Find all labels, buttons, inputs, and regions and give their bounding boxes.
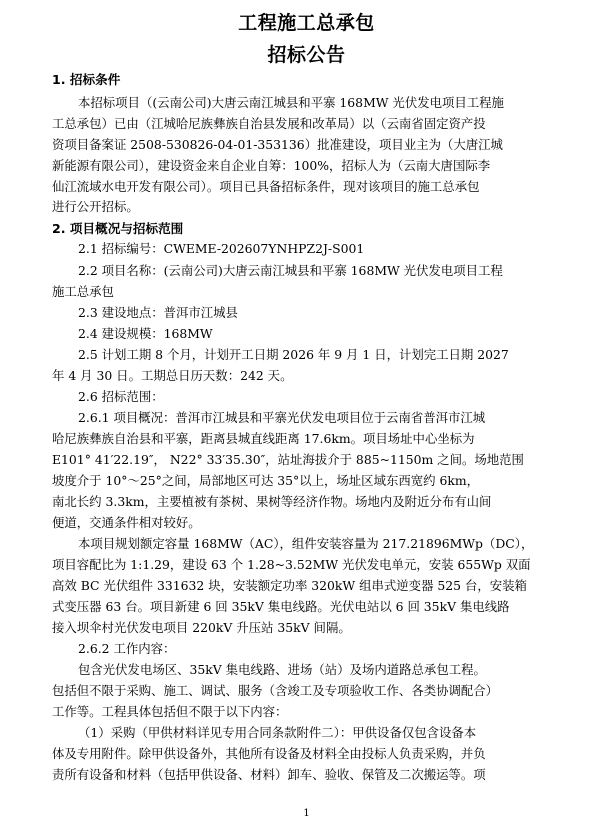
text-line: 2.2 项目名称：(云南公司)大唐云南江城县和平寨 168MW 光伏发电项目工程 — [78, 263, 503, 278]
text-line: 项目容配比为 1:1.29，建设 63 个 1.28~3.52MW 光伏发电单元，安装 655Wp 双面 — [52, 557, 531, 572]
text-line: 体及专用附件。除甲供设备外，其他所有设备及材料全由投标人负责采购，并负 — [52, 746, 486, 761]
text-line: 进行公开招标。 — [52, 199, 139, 214]
text-line: 年 4 月 30 日。工期总日历天数：242 天。 — [52, 368, 293, 383]
text-line: 工作等。工程具体包括但不限于以下内容： — [52, 704, 288, 719]
text-line: 包含光伏发电场区、35kV 集电线路、进场（站）及场内道路总承包工程。 — [78, 662, 486, 677]
text-line: 哈尼族彝族自治县和平寨，距离县城直线距离 17.6km。项目场址中心坐标为 — [52, 431, 475, 446]
text-line: 2.6.1 项目概况：普洱市江城县和平寨光伏发电项目位于云南省普洱市江城 — [78, 410, 486, 425]
text-line: 坡度介于 10°～25°之间，局部地区可达 35°以上，场址区域东西宽约 6km， — [52, 473, 479, 488]
text-line: 包括但不限于采购、施工、调试、服务（含竣工及专项验收工作、各类协调配合） — [52, 683, 499, 698]
text-line: 2.3 建设地点：普洱市江城县 — [78, 305, 238, 320]
document-title: 工程施工总承包 — [238, 12, 375, 34]
page-number: 1 — [303, 808, 310, 819]
text-line: 仙江流域水电开发有限公司）。项目已具备招标条件，现对该项目的施工总承包 — [52, 179, 480, 194]
text-line: 本招标项目（(云南公司)大唐云南江城县和平寨 168MW 光伏发电项目工程施 — [78, 95, 504, 110]
text-line: 本项目规划额定容量 168MW（AC），组件安装容量为 217.21896MWp（DC）， — [78, 536, 534, 551]
text-line: 2.5 计划工期 8 个月，计划开工日期 2026 年 9 月 1 日，计划完工日期 2027 — [78, 347, 509, 362]
text-line: 2.4 建设规模：168MW — [78, 326, 213, 341]
text-line: 责所有设备和材料（包括甲供设备、材料）卸车、验收、保管及二次搬运等。项 — [52, 767, 486, 782]
document-subtitle: 招标公告 — [267, 44, 346, 66]
text-line: 接入坝伞村光伏发电项目 220kV 升压站 35kV 间隔。 — [52, 620, 351, 635]
section-heading: 2. 项目概况与招标范围 — [52, 221, 184, 236]
text-line: 工总承包）已由（江城哈尼族彝族自治县发展和改革局）以（云南省固定资产投 — [52, 116, 486, 131]
text-line: （1）采购（甲供材料详见专用合同条款附件二）：甲供设备仅包含设备本 — [78, 725, 477, 740]
text-line: 式变压器 63 台。项目新建 6 回 35kV 集电线路。光伏电站以 6 回 35kV 集电线路 — [52, 599, 510, 614]
text-line: 便道，交通条件相对较好。 — [52, 515, 201, 530]
text-line: 新能源有限公司），建设资金来自企业自筹：100%，招标人为（云南大唐国际李 — [52, 158, 491, 173]
text-line: 2.6.2 工作内容： — [78, 641, 176, 656]
text-line: 2.1 招标编号：CWEME-202607YNHPZ2J-S001 — [78, 241, 365, 256]
text-line: 高效 BC 光伏组件 331632 块，安装额定功率 320kW 组串式逆变器 525 台，安装箱 — [52, 578, 527, 593]
text-line: 南北长约 3.3km，主要植被有茶树、果树等经济作物。场地内及附近分布有山间 — [52, 494, 492, 509]
section-heading: 1. 招标条件 — [52, 72, 121, 87]
text-line: 施工总承包 — [52, 284, 114, 299]
text-line: 2.6 招标范围： — [78, 389, 164, 404]
text-line: 资项目备案证 2508-530826-04-01-353136）批准建设，项目业主为（大唐江城 — [52, 137, 503, 152]
text-line: E101° 41′22.19″， N22° 33′35.30″，站址海拔介于 885~1150m 之间。场地范围 — [52, 452, 524, 467]
